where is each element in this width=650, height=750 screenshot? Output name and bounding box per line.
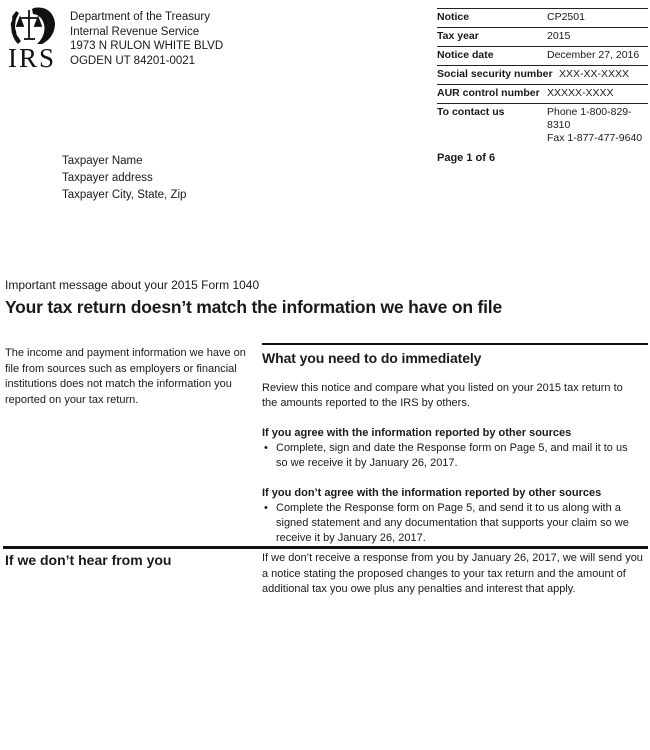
agency-address-line: Internal Revenue Service <box>70 25 200 38</box>
contact-fax: Fax 1-877-477-9640 <box>547 132 643 144</box>
irs-eagle-icon <box>8 6 56 46</box>
disagree-bullet-text: Complete the Response form on Page 5, and send it to us along with a signed statement and any documentation that supports your claim so we receive it by January 26, 2017. <box>276 502 629 544</box>
bullet-icon: • <box>264 502 268 514</box>
row-label: AUR control number <box>437 87 540 99</box>
notice-kicker: Important message about your 2015 Form 1040 <box>5 278 260 292</box>
row-label: To contact us <box>437 106 505 118</box>
agree-bullet-text: Complete, sign and date the Response form on Page 5, and mail it to us so we receive it by January 26, 2017. <box>276 442 628 469</box>
list-item <box>262 441 640 471</box>
notice-info-table <box>437 8 648 164</box>
agree-bullet-list <box>262 441 648 471</box>
recipient-name: Taxpayer Name <box>62 155 143 167</box>
row-value: 2015 <box>547 30 571 42</box>
recipient-address <box>62 153 186 204</box>
immediate-heading: What you need to do immediately <box>262 350 482 366</box>
table-row <box>437 8 648 27</box>
agency-address <box>70 6 223 70</box>
row-value: December 27, 2016 <box>547 49 640 61</box>
row-label: Social security number <box>437 68 553 80</box>
notice-title: Your tax return doesn’t match the information we have on file <box>5 297 502 317</box>
agency-header <box>8 6 224 73</box>
no-response-paragraph: If we don’t receive a response from you by January 26, 2017, we will send you a notice stating the proposed changes to your tax return and the amount of additional tax you owe plus any penalties and interest that apply. <box>262 552 643 595</box>
table-row <box>437 103 648 148</box>
page-indicator: Page 1 of 6 <box>437 152 496 164</box>
immediate-intro: Review this notice and compare what you listed on your 2015 tax return to the amounts reported to the IRS by others. <box>262 382 623 409</box>
row-label: Notice date <box>437 49 494 61</box>
bullet-icon: • <box>264 442 268 454</box>
list-item <box>262 501 640 546</box>
action-section <box>262 343 648 546</box>
contact-phone: Phone 1-800-829-8310 <box>547 106 632 131</box>
table-row <box>437 46 648 65</box>
row-value: XXXXX-XXXX <box>547 87 614 99</box>
table-row <box>437 65 648 84</box>
row-label: Tax year <box>437 30 479 42</box>
summary-paragraph: The income and payment information we have on file from sources such as employers or financial institutions does not match the information you reported on your tax return. <box>5 347 246 406</box>
disagree-heading: If you don’t agree with the information reported by other sources <box>262 487 602 499</box>
recipient-city-state-zip: Taxpayer City, State, Zip <box>62 189 187 201</box>
bottom-divider-wrap <box>3 546 648 549</box>
agree-heading: If you agree with the information reported by other sources <box>262 427 572 439</box>
row-value: XXX-XX-XXXX <box>559 68 630 80</box>
agency-address-line: 1973 N RULON WHITE BLVD <box>70 40 224 52</box>
irs-logo <box>8 6 60 73</box>
agency-address-line: OGDEN UT 84201-0021 <box>70 54 196 67</box>
table-row <box>437 27 648 46</box>
irs-logo-text: IRS <box>8 43 57 73</box>
row-label: Notice <box>437 11 470 23</box>
recipient-street: Taxpayer address <box>62 172 153 184</box>
agency-address-line: Department of the Treasury <box>70 11 210 23</box>
bottom-divider <box>3 546 648 549</box>
row-value: CP2501 <box>547 11 585 23</box>
row-value <box>547 106 648 145</box>
table-row <box>437 84 648 103</box>
no-response-heading: If we don’t hear from you <box>5 552 172 568</box>
section-divider <box>262 343 648 345</box>
disagree-bullet-list <box>262 501 648 546</box>
